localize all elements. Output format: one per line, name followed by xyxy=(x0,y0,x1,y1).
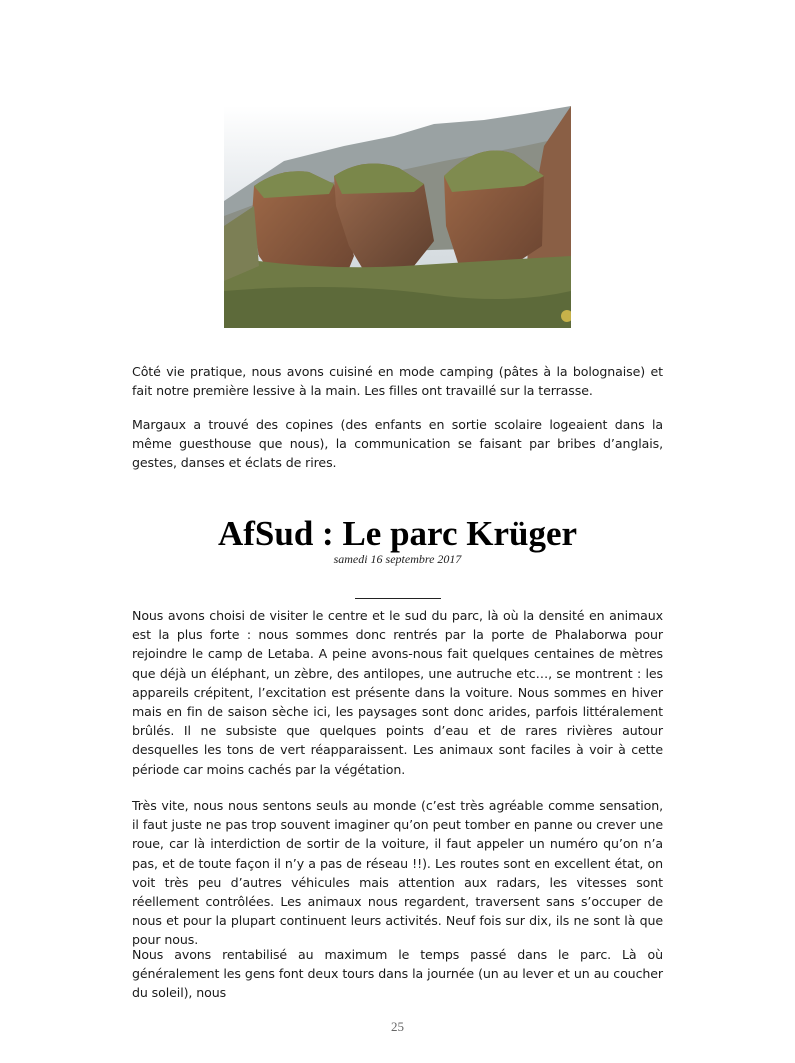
title-divider xyxy=(355,598,441,599)
paragraph-margaux: Margaux a trouvé des copines (des enfants en sortie scolaire logeaient dans la même guesthouse que nous), la communication se faisant par bribes d’anglais, gestes, danses et éclats de rires. xyxy=(132,417,663,471)
paragraph-camping: Côté vie pratique, nous avons cuisiné en mode camping (pâtes à la bolognaise) et fait notre première lessive à la main. Les filles ont travaillé sur la terrasse. xyxy=(132,364,663,399)
paragraph-alone: Très vite, nous nous sentons seuls au monde (c’est très agréable comme sensation, il faut juste ne pas trop souvent imaginer qu’on peut tomber en panne ou crever une roue, car là interdiction de sortir de la voiture, il faut appeler un numéro qu’on n’a pas, et de toute façon il n’y a pas de réseau !!). Les routes sont en excellent état, on voit très peu d’autres véhicules mais attention aux radars, les vitesses sont réellement contrôlées. Les animaux nous regardent, traversent sans s’occuper de nous et pour la plupart continuent leurs activités. Neuf fois sur dix, ils ne sont là que pour nous. xyxy=(132,798,663,948)
landscape-photo xyxy=(224,106,571,328)
article-date: samedi 16 septembre 2017 xyxy=(333,552,462,566)
paragraph-visit: Nous avons choisi de visiter le centre et le sud du parc, là où la densité en animaux est la plus forte : nous sommes donc rentrés par la porte de Phalaborwa pour rejoindre le camp de Letaba. A peine avons-nous fait quelques centaines de mètres que déjà un éléphant, un zèbre, des antilopes, une autruche etc…, se montrent : les appareils crépitent, l’excitation est présente dans la voiture. Nous sommes en hiver mais en fin de saison sèche ici, les paysages sont donc arides, parfois littéralement brûlés. Il ne subsiste que quelques points d’eau et de rares rivières autour desquelles les tons de vert réapparaissent. Les animaux sont faciles à voir à cette période car moins cachés par la végétation. xyxy=(132,608,663,777)
page-number: 25 xyxy=(391,1019,404,1034)
paragraph-time: Nous avons rentabilisé au maximum le temps passé dans le parc. Là où généralement les gens font deux tours dans la journée (un au lever et un au coucher du soleil), nous xyxy=(132,947,663,1001)
article-title: AfSud : Le parc Krüger xyxy=(217,514,578,553)
